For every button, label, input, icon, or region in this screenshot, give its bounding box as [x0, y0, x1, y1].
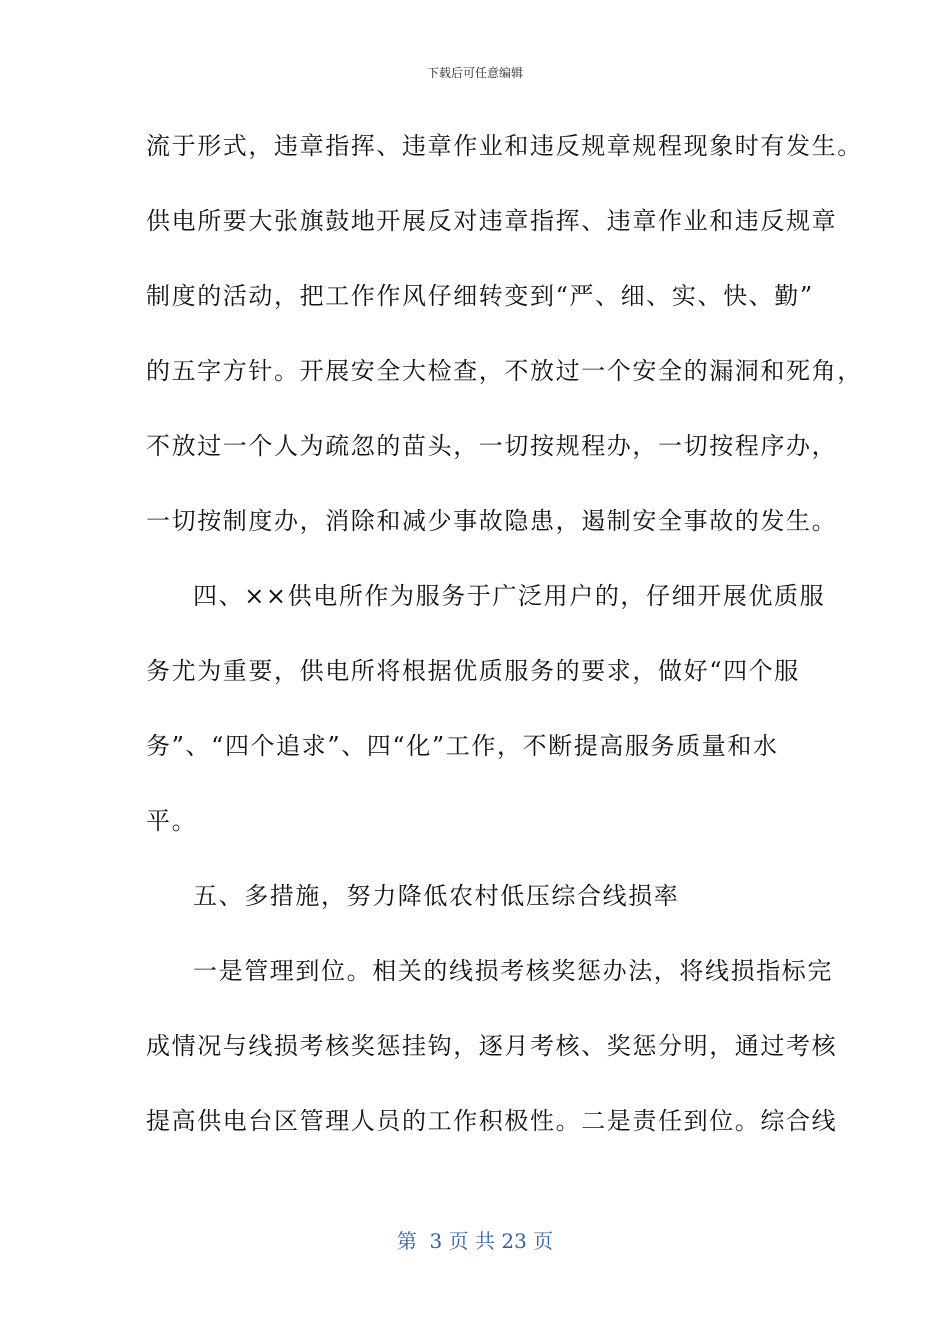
text-line-3: 制度的活动，把工作作风仔细转变到“严、细、实、快、勤”	[146, 282, 814, 310]
text-line-5: 不放过一个人为疏忽的苗头，一切按规程办，一切按程序办，	[146, 432, 838, 460]
document-body	[146, 122, 863, 1172]
text-line-2: 供电所要大张旗鼓地开展反对违章指挥、违章作业和违反规章	[146, 207, 838, 235]
text-line-11: 五、多措施，努力降低农村低压综合线损率	[193, 882, 680, 910]
text-line-9: 务”、“四个追求”、四“化”工作，不断提高服务质量和水	[146, 732, 779, 760]
text-line-14: 提高供电台区管理人员的工作积极性。二是责任到位。综合线	[146, 1107, 838, 1135]
text-line-8: 务尤为重要，供电所将根据优质服务的要求，做好“四个服	[146, 657, 800, 685]
text-line-4: 的五字方针。开展安全大检查，不放过一个安全的漏洞和死角，	[146, 357, 863, 385]
text-line-7: 四、××供电所作为服务于广泛用户的，仔细开展优质服	[193, 582, 826, 610]
text-line-10: 平。	[146, 807, 198, 835]
text-line-6: 一切按制度办，消除和减少事故隐患，遏制安全事故的发生。	[146, 507, 838, 535]
text-line-1: 流于形式，违章指挥、违章作业和违反规章规程现象时有发生。	[146, 132, 863, 160]
page-header: 下载后可任意编辑	[426, 66, 523, 80]
text-line-12: 一是管理到位。相关的线损考核奖惩办法，将线损指标完	[193, 957, 833, 985]
page-footer: 第 3 页 共 23 页	[396, 1229, 554, 1253]
text-line-13: 成情况与线损考核奖惩挂钩，逐月考核、奖惩分明，通过考核	[146, 1032, 838, 1060]
